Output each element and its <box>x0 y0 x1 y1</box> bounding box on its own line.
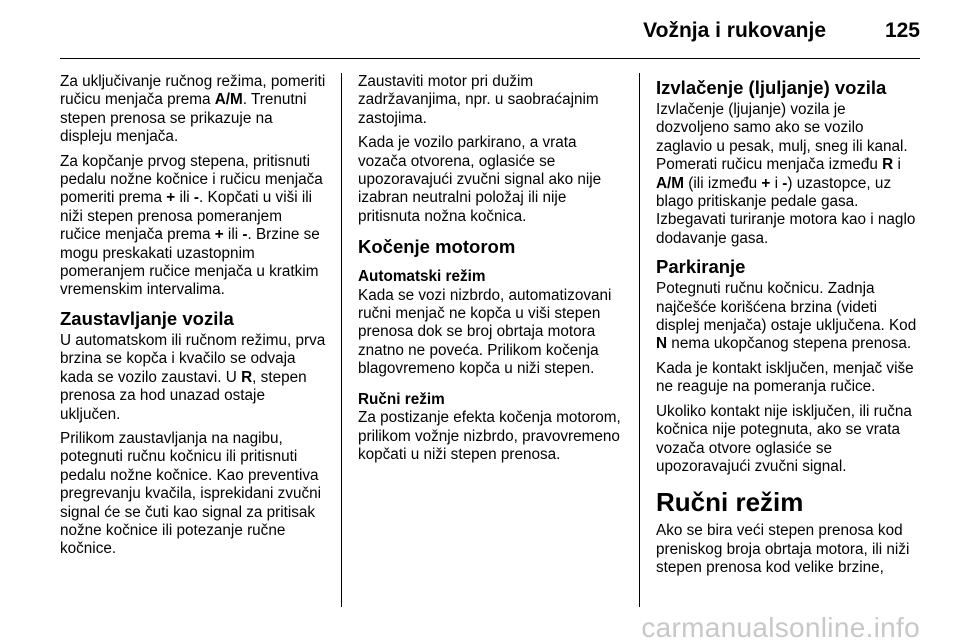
paragraph-rocking: Izvlačenje (ljujanje) vozila je dozvoljeno samo ako se vozilo zaglavio u pesak, mulj, sneg ili kanal. Pomerati ručicu menjača između R i A/M (ili između + i -) uzastopce, uz blago pritiskanje pedale gasa. Izbegavati turiranje motora kao i naglo dodavanje gasa. <box>656 101 916 247</box>
paragraph-manual-gear-select: Ako se bira veći stepen prenosa kod preniskog broja obrtaja motora, ili niži stepen prenosa kod velike brzine, <box>656 522 910 577</box>
paragraph-stop-engine: Zaustaviti motor pri dužim zadržavanjima, npr. u saobraćajnim zastojima. <box>358 73 599 127</box>
heading-stopping: Zaustavljanje vozila <box>60 307 234 329</box>
subheading-automatic-mode: Automatski režim <box>358 268 486 286</box>
heading-rocking: Izvlačenje (ljuljanje) vozila <box>656 77 887 98</box>
page-header <box>60 0 920 59</box>
heading-engine-braking: Kočenje motorom <box>358 236 516 258</box>
heading-parking: Parkiranje <box>656 256 746 278</box>
paragraph-manual-braking: Za postizanje efekta kočenja motorom, prilikom vožnje nizbrdo, pravovremeno kopčati u niži stepen prenosa. <box>358 409 621 463</box>
column-divider-1 <box>341 73 342 607</box>
page-number: 125 <box>884 19 920 42</box>
column-2 <box>358 73 624 470</box>
paragraph-manual-mode-enable: Za uključivanje ručnog režima, pomeriti ručicu menjača prema A/M. Trenutni stepen prenosa se prikazuje na displeju menjača. <box>60 73 326 146</box>
paragraph-ignition-warning: Ukoliko kontakt nije isključen, ili ručna kočnica nije potegnuta, ako se vrata vozača otvore oglasiće se upozoravajući zvučni signal. <box>656 402 912 475</box>
paragraph-parking: Potegnuti ručnu kočnicu. Zadnja najčešće korišćena brzina (videti displej menjača) ostaje uključena. Kod N nema ukopčanog stepena prenosa. <box>656 280 917 353</box>
watermark: carmanualsonline.info <box>641 612 920 643</box>
paragraph-ignition-off: Kada je kontakt isključen, menjač više ne reaguje na pomeranja ručice. <box>656 359 914 396</box>
heading-manual-mode: Ručni režim <box>656 487 804 518</box>
column-1 <box>60 73 326 565</box>
column-3 <box>656 73 922 584</box>
subheading-manual-mode: Ručni režim <box>358 390 445 408</box>
column-divider-2 <box>639 73 640 607</box>
paragraph-incline: Prilikom zaustavljanja na nagibu, potegnuti ručnu kočnicu ili pritisnuti pedalu nožne kočnice. Kao preventiva pregrevanju kvačila, isprekidani zvučni signal će se čuti kao signal za pritisak nožne kočnice ili potezanje ručne kočnice. <box>60 429 322 558</box>
running-title: Vožnja i rukovanje <box>643 19 826 42</box>
paragraph-parked-warning: Kada je vozilo parkirano, a vrata vozača otvorena, oglasiće se upozoravajući zvučni signal ako nije izabran neutralni položaj ili nije pritisnuta nožna kočnica. <box>358 134 602 225</box>
paragraph-automatic-braking: Kada se vozi nizbrdo, automatizovani ručni menjač ne kopča u viši stepen prenosa dok se broj obrtaja motora znatno ne poveća. Prilikom kočenja blagovremeno kopča u niži stepen. <box>358 286 612 378</box>
paragraph-first-gear: Za kopčanje prvog stepena, pritisnuti pedalu nožne kočnice i ručicu menjača pomeriti prema + ili -. Kopčati u viši ili niži stepen prenosa pomeranjem ručice menjača prema + ili -. Brzine se mogu preskakati uzastopnim pomeranjem ručice menjača u kratkim vremenskim intervalima. <box>60 152 323 299</box>
paragraph-stopping: U automatskom ili ručnom režimu, prva brzina se kopča i kvačilo se odvaja kada se vozilo zaustavi. U R, stepen prenosa za hod unazad ostaje uključen. <box>60 331 326 423</box>
